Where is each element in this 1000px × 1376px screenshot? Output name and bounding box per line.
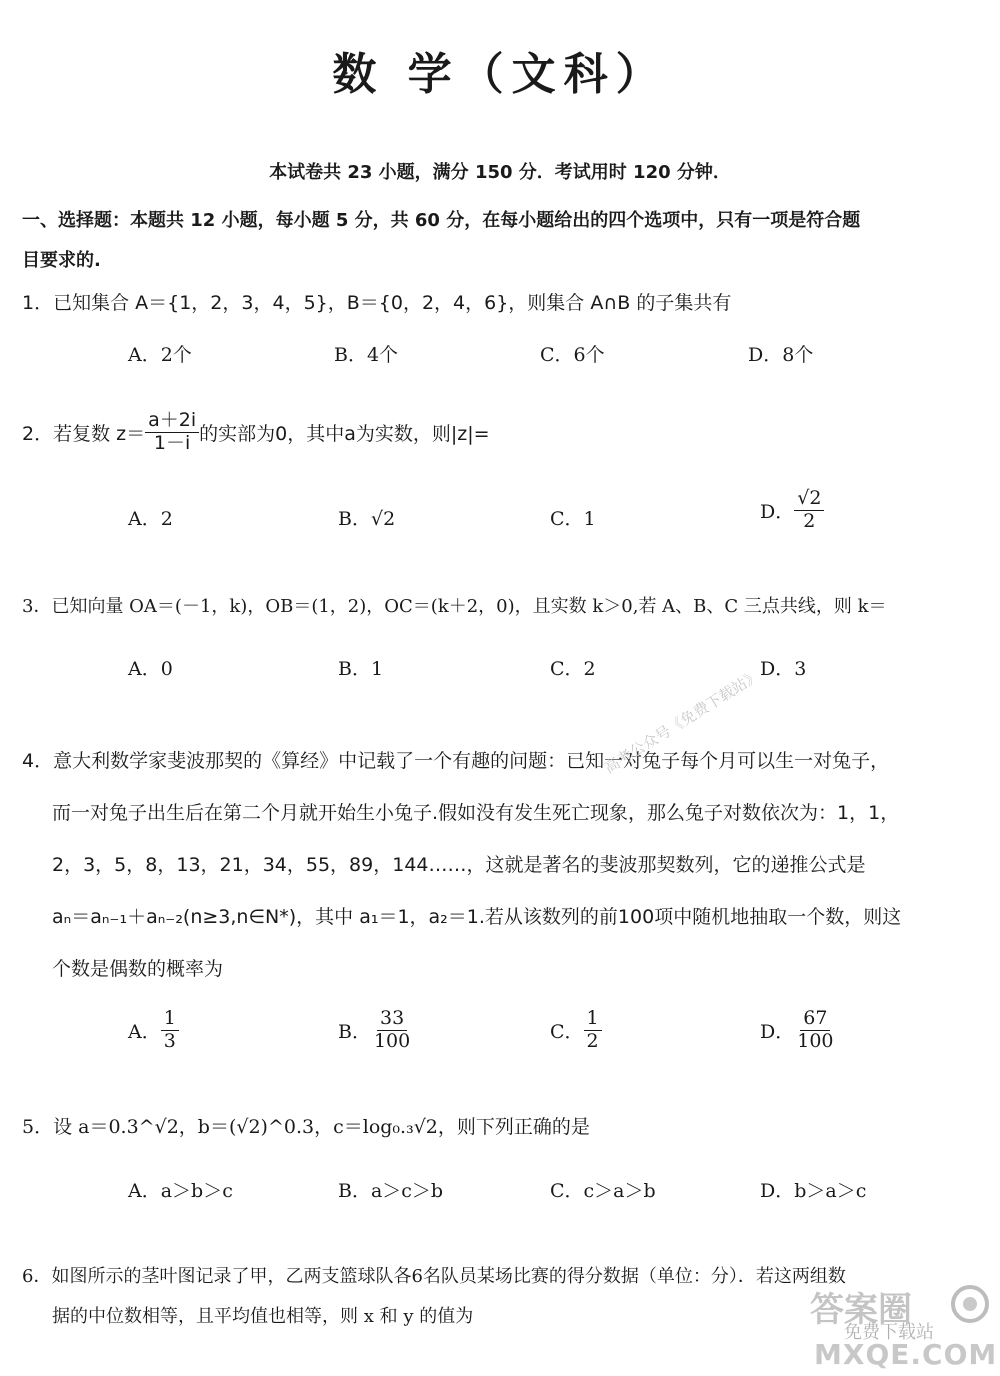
q2-suffix: 的实部为0，其中a为实数，则|z|=: [199, 422, 490, 445]
section-heading-line2: 目要求的.: [22, 250, 101, 271]
q4-option-a-denominator: 3: [163, 1029, 176, 1052]
question-4-line3: 2，3，5，8，13，21，34，55，89，144……，这就是著名的斐波那契数列，它的递推公式是: [52, 854, 866, 876]
question-4-line2: 而一对兔子出生后在第二个月就开始生小兔子.假如没有发生死亡现象，那么兔子对数依次为：1，1，: [52, 802, 900, 824]
q4-option-b-denominator: 100: [373, 1029, 411, 1052]
q4-option-c-numerator: 1: [584, 1008, 602, 1031]
q4-option-b-numerator: 33: [377, 1008, 407, 1031]
question-4-line4: aₙ＝aₙ₋₁＋aₙ₋₂(n≥3,n∈N*)，其中 a₁＝1，a₂＝1.若从该数列的前100项中随机地抽取一个数，则这: [52, 906, 902, 928]
q3-option-b: B．1: [338, 658, 384, 680]
q2-option-d-fraction: [794, 488, 824, 533]
q2-option-c: C．1: [550, 508, 596, 530]
q4-option-c-denominator: 2: [586, 1029, 599, 1052]
q5-option-c: C．c＞a＞b: [550, 1180, 656, 1202]
q5-option-a: A．a＞b＞c: [128, 1180, 233, 1202]
q4-option-b: [338, 1008, 413, 1053]
q4-option-c-label: C．: [550, 1020, 584, 1043]
q1-option-b: B．4个: [334, 344, 399, 366]
q4-option-d: [760, 1008, 837, 1053]
corner-watermark-logo: [800, 1282, 996, 1372]
q1-option-a: A．2个: [128, 344, 192, 366]
q5-option-d: D．b＞a＞c: [760, 1180, 867, 1202]
q2-fraction-denominator: 1－i: [153, 431, 191, 454]
question-4-line1: 4．意大利数学家斐波那契的《算经》中记载了一个有趣的问题：已知一对兔子每个月可以生一对兔子，: [22, 750, 890, 772]
q4-option-d-denominator: 100: [797, 1029, 834, 1052]
q3-option-d: D．3: [760, 658, 807, 680]
question-4-line5: 个数是偶数的概率为: [52, 958, 224, 980]
q4-option-d-label: D．: [760, 1020, 795, 1043]
q4-option-d-numerator: 67: [800, 1008, 830, 1031]
question-6-line2: 据的中位数相等，且平均值也相等，则 x 和 y 的值为: [52, 1306, 474, 1327]
q2-prefix: 2．若复数 z＝: [22, 422, 146, 445]
logo-text: 答案圈: [810, 1290, 912, 1330]
page-title: 数 学（文科）: [332, 49, 668, 100]
q2-fraction-numerator: a＋2i: [145, 410, 199, 433]
q4-option-b-label: B．: [338, 1020, 371, 1043]
logo-subtext: 免费下载站: [844, 1322, 934, 1343]
q4-option-c-fraction: [584, 1008, 602, 1053]
q3-option-a: A．0: [128, 658, 173, 680]
q2-fraction: [145, 410, 199, 455]
q2-option-b: B．√2: [338, 508, 396, 530]
q4-option-b-fraction: [371, 1008, 413, 1053]
site-watermark: MXQE.COM: [814, 1338, 998, 1371]
question-6-line1: 6．如图所示的茎叶图记录了甲，乙两支篮球队各6名队员某场比赛的得分数据（单位：分）．若这两组数: [22, 1266, 846, 1287]
q2-option-d-numerator: √2: [794, 488, 824, 511]
question-5-text: 5．设 a＝0.3^√2，b＝(√2)^0.3，c＝log₀.₃√2，则下列正确的是: [22, 1116, 590, 1138]
q2-option-d-denominator: 2: [803, 509, 816, 532]
question-3-text: 3．已知向量 OA＝(－1，k)，OB＝(1，2)，OC＝(k＋2，0)，且实数 k＞0,若 A、B、C 三点共线，则 k＝: [22, 596, 887, 617]
q1-option-c: C．6个: [540, 344, 605, 366]
q4-option-d-fraction: [794, 1008, 836, 1053]
q2-option-d-label: D．: [760, 500, 795, 523]
q4-option-a-numerator: 1: [161, 1008, 179, 1031]
q4-option-c: [550, 1008, 602, 1053]
q1-option-d: D．8个: [748, 344, 814, 366]
question-1-text: 1．已知集合 A＝{1，2，3，4，5}，B＝{0，2，4，6}，则集合 A∩B 的子集共有: [22, 292, 732, 314]
question-2-text: [22, 410, 490, 455]
q2-option-a: A．2: [128, 508, 173, 530]
q5-option-b: B．a＞c＞b: [338, 1180, 444, 1202]
center-watermark: 高考公众号《免费下载站》: [601, 666, 764, 777]
q4-option-a-label: A．: [128, 1020, 161, 1043]
logo-circle-icon: [950, 1284, 990, 1324]
q4-option-a-fraction: [161, 1008, 179, 1053]
q2-option-d: [760, 488, 824, 533]
section-heading-line1: 一、选择题：本题共 12 小题，每小题 5 分，共 60 分，在每小题给出的四个选项中，只有一项是符合题: [22, 210, 861, 231]
q4-option-a: [128, 1008, 179, 1053]
exam-info: 本试卷共 23 小题，满分 150 分．考试用时 120 分钟．: [269, 162, 731, 183]
q3-option-c: C．2: [550, 658, 596, 680]
